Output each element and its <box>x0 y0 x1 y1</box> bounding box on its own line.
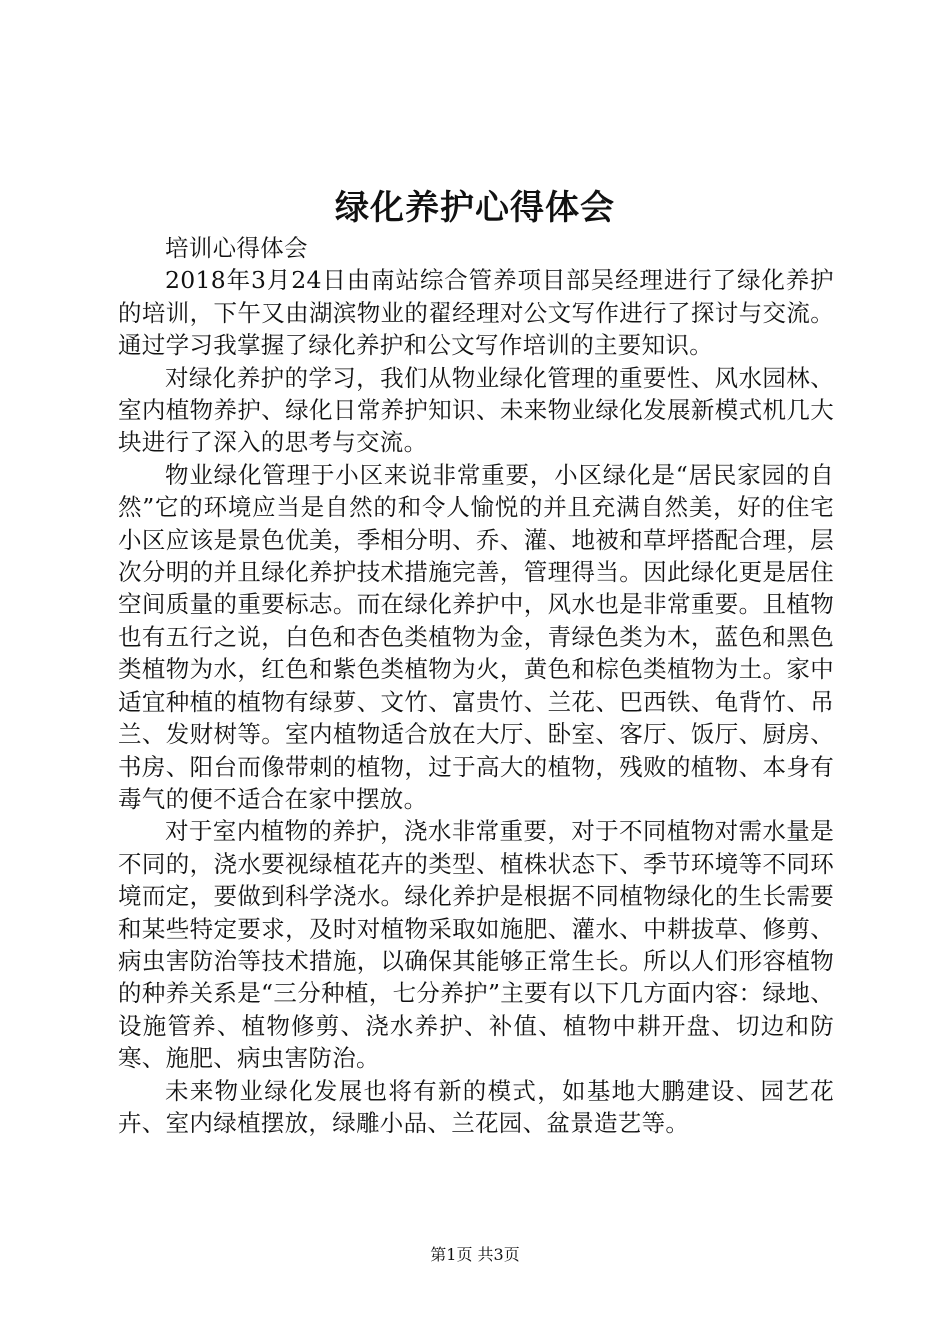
paragraph-subtitle: 培训心得体会 <box>165 234 308 262</box>
paragraph-greening-management: 物业绿化管理于小区来说非常重要，小区绿化是“居民家园的自然”它的环境应当是自然的和令人愉悦的并且充满自然美，好的住宅小区应该是景色优美，季相分明、乔、灌、地被和草坪搭配合理，层次分明的并且绿化养护技术措施完善，管理得当。因此绿化更是居住空间质量的重要标志。而在绿化养护中，风水也是非常重要。且植物也有五行之说，白色和杏色类植物为金，青绿色类为木，蓝色和黑色类植物为水，红色和紫色类植物为火，黄色和棕色类植物为土。家中适宜种植的植物有绿萝、文竹、富贵竹、兰花、巴西铁、龟背竹、吊兰、发财树等。室内植物适合放在大厅、卧室、客厅、饭厅、厨房、书房、阳台而像带刺的植物，过于高大的植物，残败的植物、本身有毒气的便不适合在家中摆放。 <box>118 460 834 813</box>
paragraph-indoor-plant-care: 对于室内植物的养护，浇水非常重要，对于不同植物对需水量是不同的，浇水要视绿植花卉的类型、植株状态下、季节环境等不同环境而定，要做到科学浇水。绿化养护是根据不同植物绿化的生长需要和某些特定要求，及时对植物采取如施肥、灌水、中耕拔草、修剪、病虫害防治等技术措施，以确保其能够正常生长。所以人们形容植物的种养关系是“三分种植，七分养护”主要有以下几方面内容：绿地、设施管养、植物修剪、浇水养护、补值、植物中耕开盘、切边和防寒、施肥、病虫害防治。 <box>118 817 834 1073</box>
paragraph-future-models: 未来物业绿化发展也将有新的模式，如基地大鹏建设、园艺花卉、室内绿植摆放，绿雕小品、兰花园、盆景造艺等。 <box>118 1076 834 1137</box>
document-title: 绿化养护心得体会 <box>335 188 615 228</box>
paragraph-training-intro: 2018年3月24日由南站综合管养项目部吴经理进行了绿化养护的培训，下午又由湖滨物业的翟经理对公文写作进行了探讨与交流。通过学习我掌握了绿化养护和公文写作培训的主要知识。 <box>118 266 834 360</box>
page-footer: 第1页 共3页 <box>430 1245 520 1264</box>
document-body <box>118 232 834 1139</box>
paragraph-study-overview: 对绿化养护的学习，我们从物业绿化管理的重要性、风水园林、室内植物养护、绿化日常养护知识、未来物业绿化发展新模式机几大块进行了深入的思考与交流。 <box>118 363 834 457</box>
